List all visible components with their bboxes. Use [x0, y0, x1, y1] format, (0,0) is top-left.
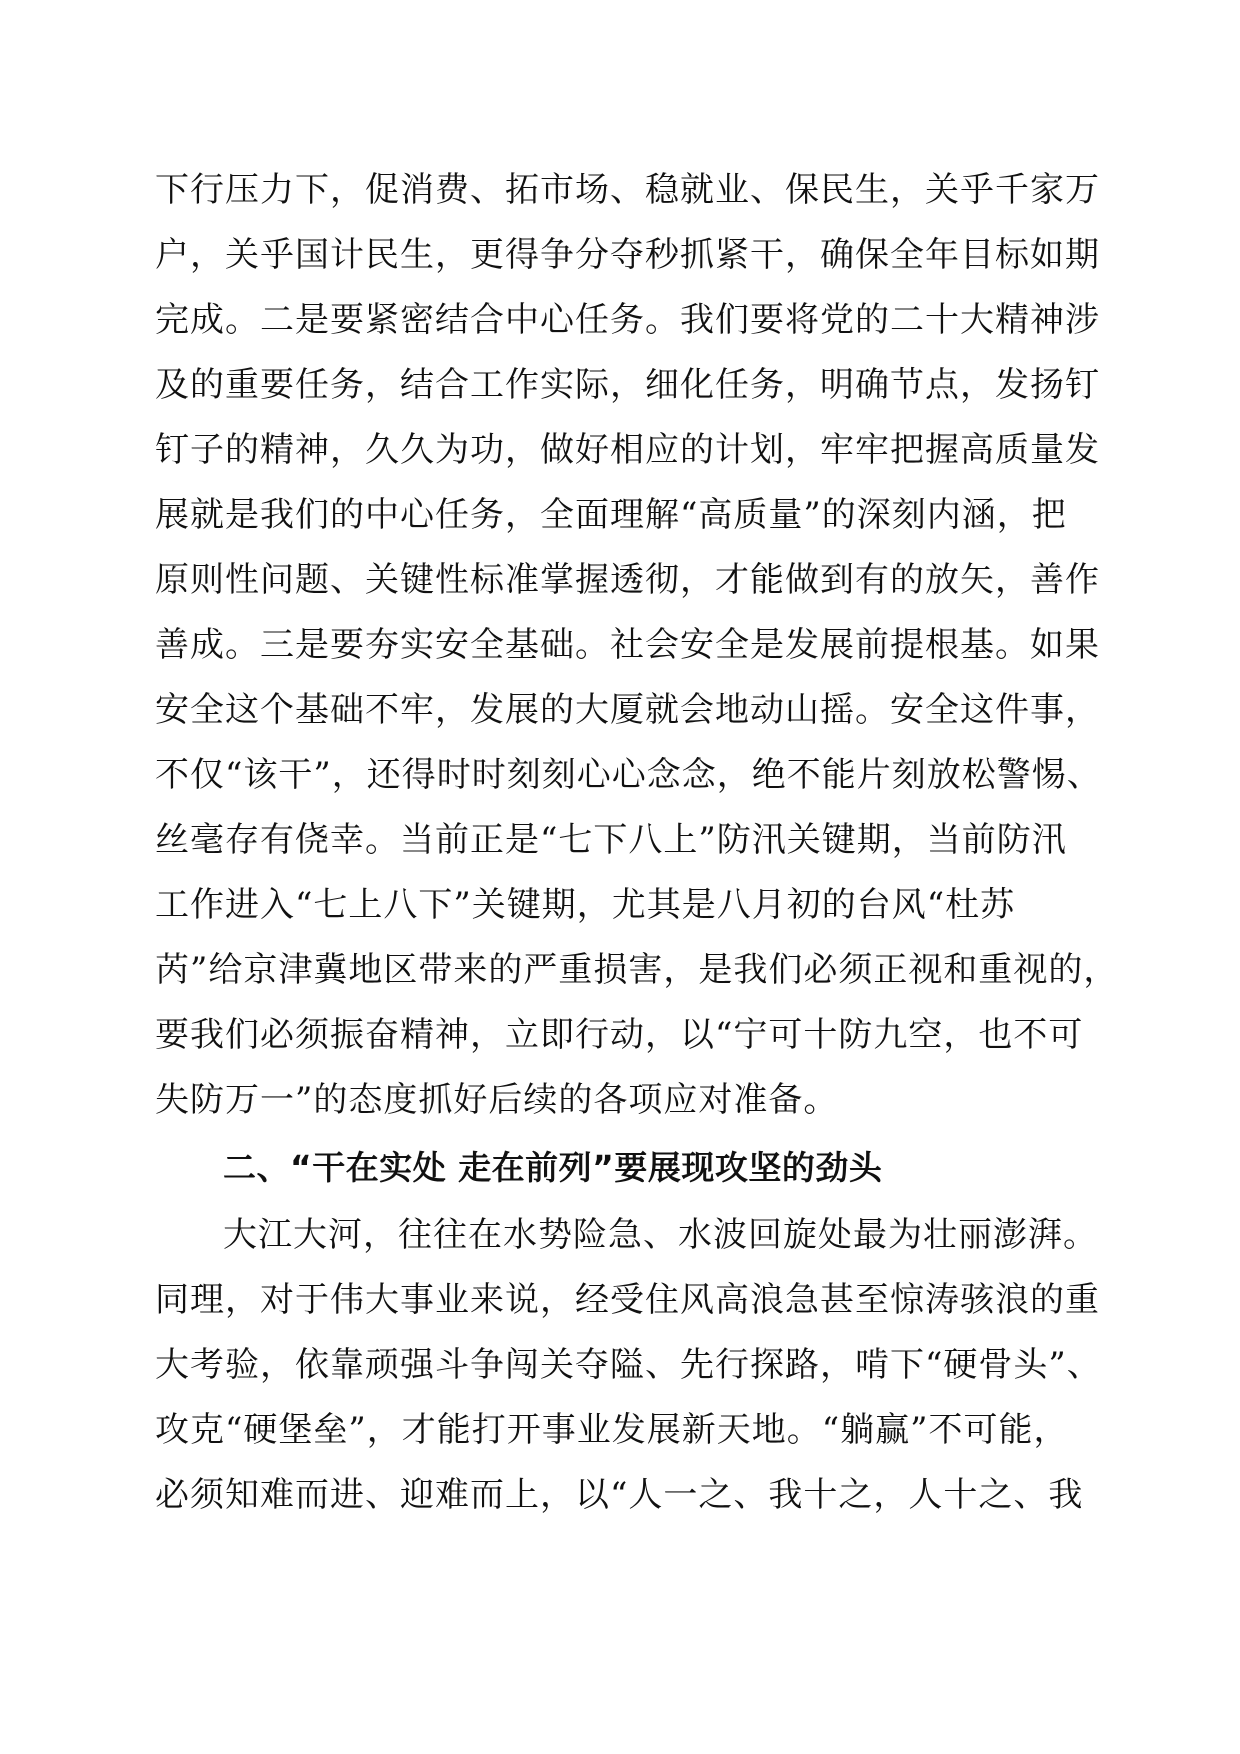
body-text-line: 户，关乎国计民生，更得争分夺秒抓紧干，确保全年目标如期	[155, 235, 1100, 275]
body-text-line: 必须知难而进、迎难而上，以“人一之、我十之，人十之、我	[155, 1475, 1084, 1515]
body-text-line: 攻克“硬堡垒”，才能打开事业发展新天地。“躺赢”不可能，	[155, 1410, 1069, 1450]
body-text-line: 要我们必须振奋精神，立即行动，以“宁可十防九空，也不可	[155, 1015, 1084, 1055]
body-text-line: 芮”给京津冀地区带来的严重损害，是我们必须正视和重视的，	[155, 950, 1119, 990]
body-text-line: 安全这个基础不牢，发展的大厦就会地动山摇。安全这件事，	[155, 690, 1100, 730]
body-text-line: 不仅“该干”，还得时时刻刻心心念念，绝不能片刻放松警惕、	[155, 755, 1102, 795]
body-text-line: 工作进入“七上八下”关键期，尤其是八月初的台风“杜苏	[155, 885, 1016, 925]
body-text-line: 下行压力下，促消费、拓市场、稳就业、保民生，关乎千家万	[155, 170, 1100, 210]
body-text-line: 丝毫存有侥幸。当前正是“七下八上”防汛关键期，当前防汛	[155, 820, 1067, 860]
body-text-line: 善成。三是要夯实安全基础。社会安全是发展前提根基。如果	[155, 625, 1100, 665]
body-text-line: 同理，对于伟大事业来说，经受住风高浪急甚至惊涛骇浪的重	[155, 1280, 1100, 1320]
body-text-line: 大考验，依靠顽强斗争闯关夺隘、先行探路，啃下“硬骨头”、	[155, 1345, 1102, 1385]
section-heading: 二、“干在实处 走在前列”要展现攻坚的劲头	[223, 1148, 883, 1187]
body-text-line: 及的重要任务，结合工作实际，细化任务，明确节点，发扬钉	[155, 365, 1100, 405]
body-text-line: 大江大河，往往在水势险急、水波回旋处最为壮丽澎湃。	[223, 1215, 1098, 1255]
body-text-line: 展就是我们的中心任务，全面理解“高质量”的深刻内涵，把	[155, 495, 1067, 535]
body-text-line: 原则性问题、关键性标准掌握透彻，才能做到有的放矢，善作	[155, 560, 1100, 600]
body-text-line: 失防万一”的态度抓好后续的各项应对准备。	[155, 1080, 839, 1120]
body-text-line: 完成。二是要紧密结合中心任务。我们要将党的二十大精神涉	[155, 300, 1100, 340]
body-text-line: 钉子的精神，久久为功，做好相应的计划，牢牢把握高质量发	[155, 430, 1100, 470]
